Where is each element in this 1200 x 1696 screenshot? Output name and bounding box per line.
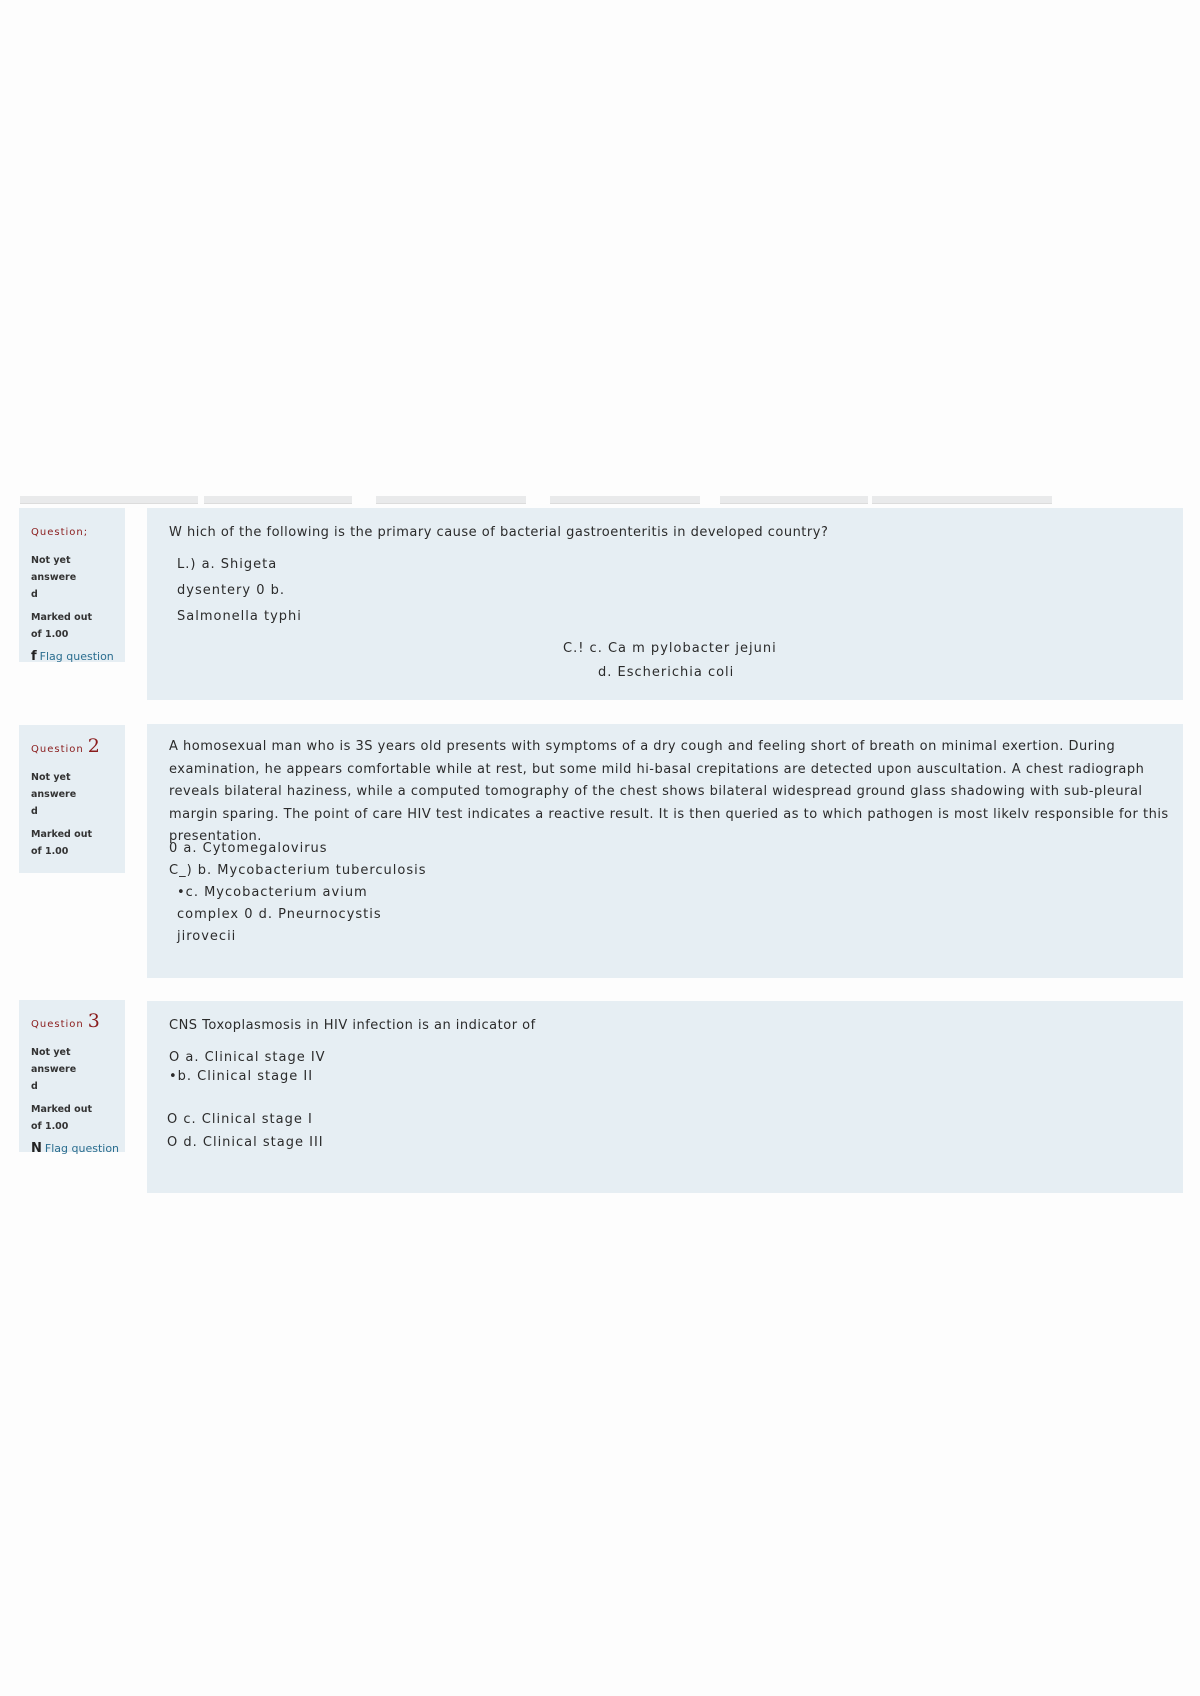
answer-option[interactable]: C_) b. Mycobacterium tuberculosis [169, 863, 427, 878]
question-text: W hich of the following is the primary cause of bacterial gastroenteritis in developed country? [169, 525, 829, 540]
answer-option[interactable]: Salmonella typhi [177, 609, 302, 624]
answer-option[interactable]: dysentery 0 b. [177, 583, 286, 598]
nav-tab[interactable] [872, 496, 1052, 504]
nav-tab[interactable] [550, 496, 700, 504]
question-info-panel [19, 725, 125, 873]
nav-tab[interactable] [204, 496, 352, 504]
question-content [147, 724, 1183, 978]
answer-option[interactable]: •c. Mycobacterium avium [177, 885, 368, 900]
answer-option[interactable]: 0 a. Cytomegalovirus [169, 841, 328, 856]
flag-question-clip [31, 1141, 125, 1155]
answer-option[interactable]: •b. Clinical stage II [169, 1069, 314, 1084]
question-text: A homosexual man who is 3S years old presents with symptoms of a dry cough and feeling short of breath on minimal exertion. During examination, he appears comfortable while at rest, but some mild hi-basal crepitations are detected upon auscultation. A chest radiograph reveals bilateral haziness, while a computed tomography of the chest shows bilateral widespread ground glass shadowing with sub-pleural margin sparing. The point of care HIV test indicates a reactive result. It is then queried as to which pathogen is most likelv responsible for this presentation. [169, 739, 1169, 844]
answer-option[interactable]: L.) a. Shigeta [177, 557, 278, 572]
question-label: Question 2 [31, 735, 100, 757]
answer-option[interactable]: C.! c. Ca m pylobacter jejuni [563, 641, 777, 656]
answer-option[interactable]: O a. Clinical stage IV [169, 1050, 326, 1065]
question-marks: Marked out of 1.00 [31, 612, 92, 640]
question-content [147, 508, 1183, 700]
nav-tab[interactable] [20, 496, 198, 504]
question-status: Not yet answere d [31, 555, 77, 600]
question-marks: Marked out of 1.00 [31, 829, 92, 857]
answer-option[interactable]: O c. Clinical stage I [167, 1112, 313, 1127]
question-info-panel [19, 1000, 125, 1156]
question-status: Not yet answere d [31, 772, 77, 817]
question-info-panel [19, 508, 125, 662]
answer-option[interactable]: O d. Clinical stage III [167, 1135, 324, 1150]
question-label: Question 3 [31, 1010, 100, 1032]
question-marks: Marked out of 1.00 [31, 1104, 92, 1132]
question-content [147, 1001, 1183, 1193]
nav-tab[interactable] [376, 496, 526, 504]
flag-question-link[interactable]: N Flag question [31, 1141, 120, 1156]
flag-icon: f [31, 649, 37, 664]
question-label: Question; [31, 527, 89, 538]
nav-tab[interactable] [720, 496, 868, 504]
question-text: CNS Toxoplasmosis in HIV infection is an indicator of [169, 1018, 536, 1033]
navigation-tab-strip [20, 496, 1060, 504]
question-status: Not yet answere d [31, 1047, 77, 1092]
flag-question-link[interactable]: f Flag question [31, 649, 114, 664]
flag-icon: N [31, 1141, 42, 1156]
answer-option[interactable]: d. Escherichia coli [598, 665, 735, 680]
answer-option[interactable]: jirovecii [177, 929, 237, 944]
answer-option[interactable]: complex 0 d. Pneurnocystis [177, 907, 382, 922]
